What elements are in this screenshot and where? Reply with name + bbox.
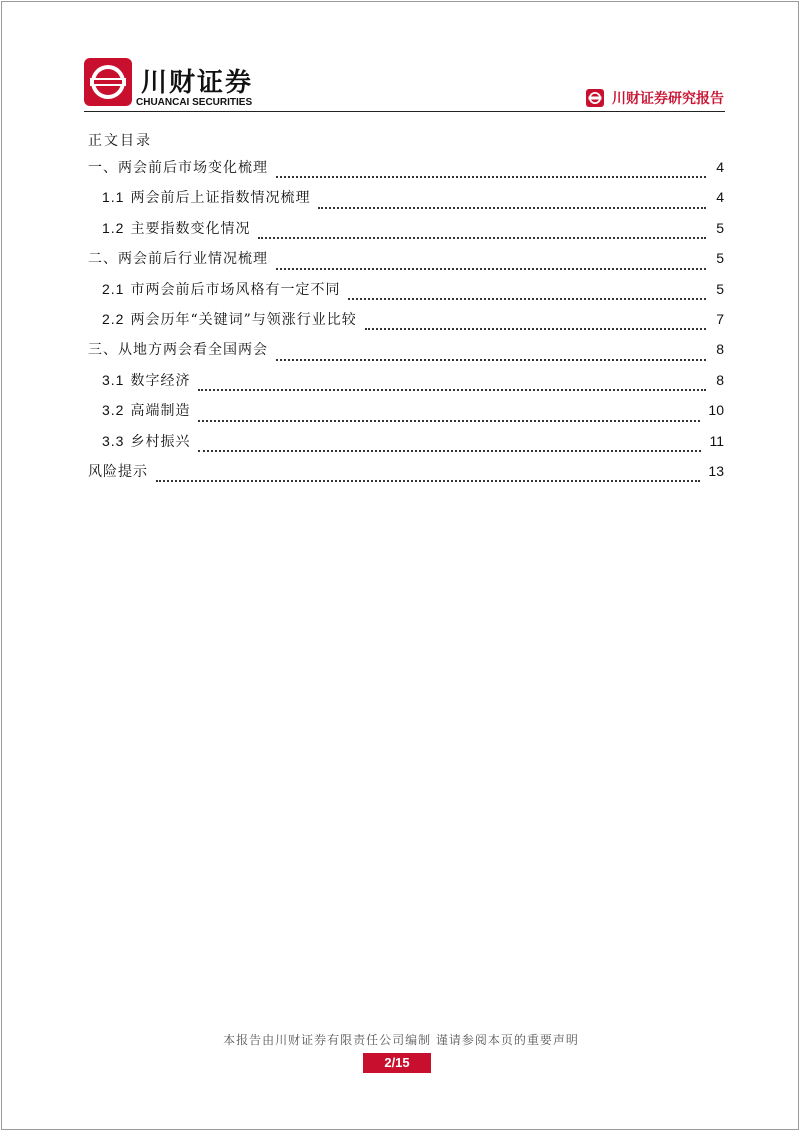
toc-entry[interactable] [88, 461, 724, 491]
page-number-badge: 2/15 [363, 1053, 431, 1073]
toc-leader-dots [198, 449, 701, 452]
toc-entry-number: 3.2 [102, 402, 125, 419]
toc-entry[interactable] [88, 187, 724, 217]
toc-leader-dots [276, 358, 706, 361]
toc-entry-page: 5 [716, 250, 724, 267]
header-divider [84, 111, 725, 112]
toc-entry-number: 3.3 [102, 432, 125, 449]
toc-entry-page: 4 [716, 189, 724, 206]
toc-entry[interactable] [88, 157, 724, 187]
toc-leader-dots [365, 327, 706, 330]
report-label: 川财证券研究报告 [612, 91, 724, 107]
toc-entry[interactable] [88, 248, 724, 278]
toc-entry-page: 5 [716, 219, 724, 236]
toc-leader-dots [318, 206, 706, 209]
toc-entry[interactable] [88, 400, 724, 430]
report-tag [586, 88, 724, 108]
toc-entry-page: 5 [716, 280, 724, 297]
toc-leader-dots [198, 419, 700, 422]
chuancai-logo-icon [84, 58, 132, 106]
toc-entry-page: 11 [709, 432, 724, 449]
toc-leader-dots [276, 267, 706, 270]
toc-entry-page: 13 [708, 462, 724, 479]
toc-entry-title: 两会前后上证指数情况梳理 [130, 190, 311, 207]
toc-entry-title: 高端制造 [130, 403, 191, 420]
toc-entry[interactable] [88, 431, 724, 461]
toc-entry-page: 4 [716, 159, 724, 175]
toc-entry-page: 10 [708, 402, 724, 419]
toc-entry[interactable] [88, 279, 724, 309]
toc-entry-number: 1.1 [102, 189, 125, 206]
toc-entry-page: 8 [716, 341, 724, 358]
toc-entry-number: 2.2 [102, 310, 125, 327]
toc-entry-title: 一、两会前后市场变化梳理 [88, 160, 268, 176]
footer-disclaimer: 本报告由川财证券有限责任公司编制 谨请参阅本页的重要声明 [223, 1033, 579, 1047]
chuancai-mini-logo-icon [586, 89, 604, 107]
toc-entry-number: 2.1 [102, 280, 125, 297]
table-of-contents [88, 157, 724, 491]
toc-entry-title: 市两会前后市场风格有一定不同 [130, 281, 341, 298]
toc-entry-title: 乡村振兴 [130, 433, 191, 450]
company-name-en: CHUANCAI SECURITIES [136, 97, 253, 108]
toc-entry[interactable] [88, 218, 724, 248]
toc-leader-dots [258, 236, 706, 239]
toc-entry-page: 7 [716, 310, 724, 327]
toc-entry-title: 风险提示 [88, 463, 148, 480]
toc-entry-number: 1.2 [102, 219, 125, 236]
toc-entry-title: 主要指数变化情况 [130, 220, 251, 237]
toc-heading: 正文目录 [88, 133, 152, 149]
toc-entry[interactable] [88, 370, 724, 400]
toc-entry[interactable] [88, 309, 724, 339]
toc-leader-dots [348, 297, 706, 300]
toc-leader-dots [276, 175, 706, 178]
toc-entry-number: 3.1 [102, 371, 125, 388]
toc-entry-title: 两会历年“关键词”与领涨行业比较 [130, 311, 357, 328]
toc-leader-dots [198, 388, 706, 391]
toc-entry-title: 二、两会前后行业情况梳理 [88, 251, 268, 268]
toc-entry-title: 三、从地方两会看全国两会 [88, 342, 268, 359]
toc-leader-dots [156, 479, 700, 482]
toc-entry-title: 数字经济 [130, 372, 191, 389]
company-name-cn: 川财证券 [141, 68, 254, 98]
toc-entry[interactable] [88, 339, 724, 369]
toc-entry-page: 8 [716, 371, 724, 388]
